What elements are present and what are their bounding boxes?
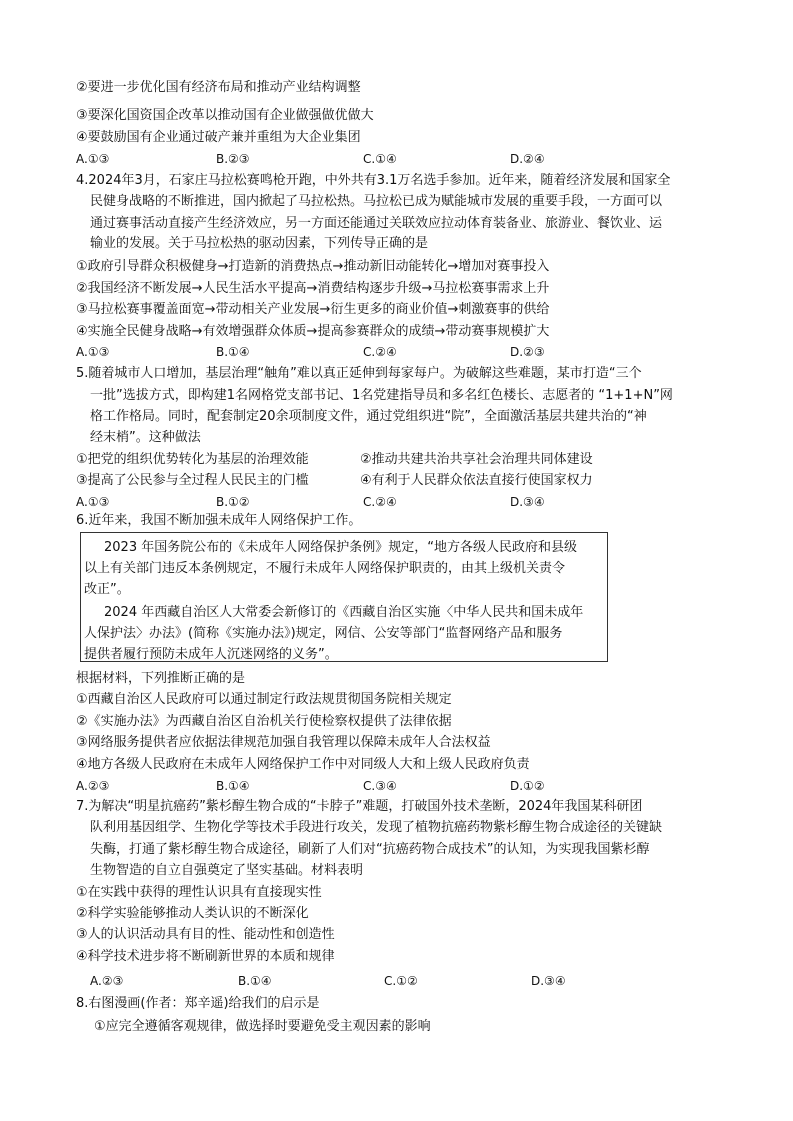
q6-question: 根据材料，下列推断正确的是	[76, 671, 246, 686]
q4-choice-3: ③马拉松赛事覆盖面宽→带动相关产业发展→衍生更多的商业价值→刺激赛事的供给	[76, 302, 550, 317]
q7-option-d: D.③④	[531, 974, 566, 988]
q7-option-a: A.②③	[90, 974, 124, 988]
q3-choice-4: ④要鼓励国有企业通过破产兼并重组为大企业集团	[76, 130, 361, 145]
q5-stem-line-2: 一批”选拔方式，即构建1名网格党支部书记、1名党建指导员和多名红色楼长、志愿者的 “1+1+N”网	[90, 388, 673, 403]
q5-option-a: A.①③	[76, 495, 110, 509]
q3-option-a: A.①③	[76, 152, 110, 166]
q5-option-d: D.③④	[510, 495, 545, 509]
q6-option-a: A.②③	[76, 779, 110, 793]
q7-stem-line-2: 队利用基因组学、生物化学等技术手段进行攻关，发现了植物抗癌药物紫杉醇生物合成途径的关键缺	[90, 820, 663, 835]
material-para-2-line-1: 2024 年西藏自治区人大常委会新修订的《西藏自治区实施〈中华人民共和国未成年	[104, 605, 584, 620]
material-para-1-line-1: 2023 年国务院公布的《未成年人网络保护条例》规定，“地方各级人民政府和县级	[104, 540, 577, 555]
q4-option-a: A.①③	[76, 345, 110, 359]
q5-stem-line-3: 格工作格局。同时，配套制定20余项制度文件，通过党组织进“院”，全面激活基层共建共治的“神	[90, 409, 647, 424]
q8-choice-1: ①应完全遵循客观规律，做选择时要避免受主观因素的影响	[94, 1019, 431, 1034]
material-para-2-line-3: 提供者履行预防未成年人沉迷网络的义务”。	[84, 647, 338, 662]
q4-stem-line-2: 民健身战略的不断推进，国内掀起了马拉松热。马拉松已成为赋能城市发展的重要手段，一方面可以	[90, 194, 663, 209]
q6-stem: 6.近年来，我国不断加强未成年人网络保护工作。	[76, 513, 362, 528]
q6-choice-2: ②《实施办法》为西藏自治区自治机关行使检察权提供了法律依据	[76, 714, 452, 729]
q6-choice-1: ①西藏自治区人民政府可以通过制定行政法规贯彻国务院相关规定	[76, 692, 452, 707]
q4-stem-line-1: 4.2024年3月，石家庄马拉松赛鸣枪开跑，中外共有3.1万名选手参加。近年来，随着经济发展和国家全	[76, 173, 671, 188]
q5-choice-4: ④有利于人民群众依法直接行使国家权力	[360, 473, 593, 488]
q6-option-d: D.①②	[510, 779, 545, 793]
q6-choice-4: ④地方各级人民政府在未成年人网络保护工作中对同级人大和上级人民政府负责	[76, 757, 530, 772]
q7-choice-1: ①在实践中获得的理性认识具有直接现实性	[76, 885, 322, 900]
q4-choice-1: ①政府引导群众积极健身→打造新的消费热点→推动新旧动能转化→增加对赛事投入	[76, 259, 550, 274]
q3-option-c: C.①④	[363, 152, 397, 166]
q5-stem-line-1: 5.随着城市人口增加，基层治理“触角”难以真正延伸到每家每户。为破解这些难题，某市打造“三个	[76, 366, 642, 381]
q5-option-c: C.②④	[363, 495, 397, 509]
q5-stem-line-4: 经末梢”。这种做法	[90, 430, 201, 445]
q5-choice-3: ③提高了公民参与全过程人民民主的门槛	[76, 473, 309, 488]
q3-choice-3: ③要深化国资国企改革以推动国有企业做强做优做大	[76, 108, 374, 123]
q5-choice-2: ②推动共建共治共享社会治理共同体建设	[360, 452, 593, 467]
material-para-1-line-2: 以上有关部门违反本条例规定，不履行未成年人网络保护职责的，由其上级机关责令	[84, 561, 566, 576]
q7-stem-line-3: 失酶，打通了紫杉醇生物合成途径，刷新了人们对“抗癌药物合成技术”的认知，为实现我国紫杉醇	[90, 842, 650, 857]
q7-stem-line-4: 生物智造的自立自强奠定了坚实基础。材料表明	[90, 863, 364, 878]
q6-choice-3: ③网络服务提供者应依据法律规范加强自我管理以保障未成年人合法权益	[76, 735, 491, 750]
q4-option-b: B.①④	[216, 345, 250, 359]
q4-stem-line-3: 通过赛事活动直接产生经济效应，另一方面还能通过关联效应拉动体育装备业、旅游业、餐饮业、运	[90, 216, 663, 231]
q6-option-c: C.③④	[363, 779, 397, 793]
material-para-1-line-3: 改正”。	[84, 582, 130, 597]
q5-option-b: B.①②	[216, 495, 250, 509]
q4-choice-4: ④实施全民健身战略→有效增强群众体质→提高参赛群众的成绩→带动赛事规模扩大	[76, 324, 550, 339]
q8-stem: 8.右图漫画(作者：郑辛遥)给我们的启示是	[76, 996, 320, 1011]
q3-option-b: B.②③	[216, 152, 250, 166]
q7-choice-3: ③人的认识活动具有目的性、能动性和创造性	[76, 927, 335, 942]
q5-choice-1: ①把党的组织优势转化为基层的治理效能	[76, 452, 309, 467]
q6-option-b: B.①④	[216, 779, 250, 793]
q4-option-d: D.②③	[510, 345, 545, 359]
q3-option-d: D.②④	[510, 152, 545, 166]
q4-choice-2: ②我国经济不断发展→人民生活水平提高→消费结构逐步升级→马拉松赛事需求上升	[76, 281, 550, 296]
q7-stem-line-1: 7.为解决“明星抗癌药”紫杉醇生物合成的“卡脖子”难题，打破国外技术垄断，2024年我国某科研团	[76, 799, 643, 814]
q7-choice-4: ④科学技术进步将不断刷新世界的本质和规律	[76, 949, 335, 964]
material-para-2-line-2: 人保护法〉办法》(简称《实施办法》)规定，网信、公安等部门“监督网络产品和服务	[84, 626, 563, 641]
q4-stem-line-4: 输业的发展。关于马拉松热的驱动因素，下列传导正确的是	[90, 236, 429, 251]
q3-choice-2: ②要进一步优化国有经济布局和推动产业结构调整	[76, 80, 361, 95]
q7-option-b: B.①④	[238, 974, 272, 988]
q4-option-c: C.②④	[363, 345, 397, 359]
q7-choice-2: ②科学实验能够推动人类认识的不断深化	[76, 906, 309, 921]
q7-option-c: C.①②	[384, 974, 418, 988]
